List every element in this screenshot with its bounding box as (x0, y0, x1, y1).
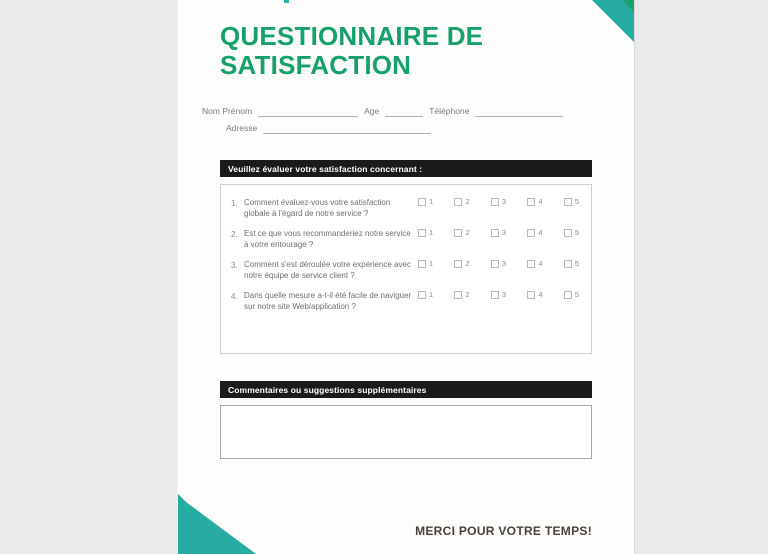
adresse-label: Adresse (226, 123, 258, 133)
rating-option-label: 4 (538, 228, 543, 237)
rating-option-label: 5 (574, 197, 579, 206)
telephone-input[interactable] (475, 105, 563, 117)
rating-option[interactable] (527, 259, 542, 268)
rating-option[interactable] (454, 228, 469, 237)
adresse-input[interactable] (263, 122, 431, 134)
checkbox-icon[interactable] (527, 291, 535, 299)
question-number: 1. (231, 198, 238, 208)
question-rating-options (416, 197, 583, 206)
checkbox-icon[interactable] (454, 229, 462, 237)
checkbox-icon[interactable] (418, 260, 426, 268)
checkbox-icon[interactable] (418, 229, 426, 237)
rating-option-label: 3 (501, 228, 507, 237)
rating-option-label: 3 (501, 259, 507, 268)
question-number: 3. (231, 260, 238, 270)
rating-option-label: 1 (429, 259, 434, 268)
checkbox-icon[interactable] (454, 260, 462, 268)
checkbox-icon[interactable] (564, 198, 572, 206)
question-row (221, 290, 591, 312)
rating-option-label: 5 (574, 290, 579, 299)
identity-fields (202, 100, 612, 134)
question-row (221, 259, 591, 281)
rating-option-label: 2 (465, 228, 470, 237)
questions-panel (220, 184, 592, 354)
question-text: Est ce que vous recommanderiez notre service à votre entourage ? (244, 229, 411, 249)
checkbox-icon[interactable] (527, 260, 535, 268)
checkbox-icon[interactable] (491, 291, 499, 299)
rating-option[interactable] (564, 259, 579, 268)
top-edge-teal-speck-icon (284, 0, 289, 3)
question-number: 2. (231, 229, 238, 239)
rating-option[interactable] (564, 197, 579, 206)
checkbox-icon[interactable] (527, 229, 535, 237)
question-rating-options (416, 290, 583, 299)
page-title-line-2: SATISFACTION (220, 50, 412, 81)
rating-option[interactable] (418, 228, 433, 237)
telephone-label: Téléphone (429, 106, 470, 116)
question-number: 4. (231, 291, 238, 301)
checkbox-icon[interactable] (491, 229, 499, 237)
question-rating-options (416, 228, 583, 237)
checkbox-icon[interactable] (564, 229, 572, 237)
age-input[interactable] (385, 105, 423, 117)
rating-option-label: 5 (574, 259, 579, 268)
rating-option-label: 1 (429, 197, 434, 206)
rating-option[interactable] (454, 259, 469, 268)
question-text: Dans quelle mesure a-t-il été facile de naviguer sur notre site Web/application ? (244, 291, 412, 311)
rating-option-label: 1 (429, 290, 434, 299)
rating-option-label: 2 (465, 259, 470, 268)
question-text: Comment évaluez-vous votre satisfaction globale à l'égard de notre service ? (244, 198, 391, 218)
rating-option[interactable] (527, 197, 542, 206)
page-title (220, 22, 560, 80)
comments-section-heading: Commentaires ou suggestions supplémentaires (220, 381, 592, 398)
question-row (221, 197, 591, 219)
rating-option[interactable] (527, 290, 542, 299)
rating-option-label: 4 (538, 290, 543, 299)
age-label: Age (364, 106, 380, 116)
rating-option[interactable] (418, 259, 433, 268)
rating-option[interactable] (564, 290, 579, 299)
question-row (221, 228, 591, 250)
rating-option[interactable] (418, 290, 433, 299)
rating-option-label: 2 (465, 197, 470, 206)
rating-option[interactable] (491, 259, 506, 268)
checkbox-icon[interactable] (491, 260, 499, 268)
rating-option[interactable] (564, 228, 579, 237)
comments-input[interactable] (220, 405, 592, 459)
question-rating-options (416, 259, 583, 268)
checkbox-icon[interactable] (564, 291, 572, 299)
rating-option-label: 4 (538, 259, 543, 268)
checkbox-icon[interactable] (564, 260, 572, 268)
checkbox-icon[interactable] (454, 198, 462, 206)
questionnaire-page (178, 0, 634, 554)
rating-option[interactable] (491, 290, 506, 299)
question-text: Comment s'est déroulée votre expérience avec notre équipe de service client ? (244, 260, 411, 280)
nom-prenom-label: Nom Prénom (202, 106, 253, 116)
checkbox-icon[interactable] (418, 198, 426, 206)
rating-option-label: 4 (538, 197, 543, 206)
rating-option[interactable] (491, 228, 506, 237)
page-title-line-1: QUESTIONNAIRE DE (220, 21, 484, 51)
nom-prenom-input[interactable] (258, 105, 358, 117)
rating-option-label: 3 (501, 197, 507, 206)
rating-option[interactable] (491, 197, 506, 206)
rating-option-label: 5 (574, 228, 579, 237)
rating-option[interactable] (454, 290, 469, 299)
checkbox-icon[interactable] (527, 198, 535, 206)
rating-option[interactable] (454, 197, 469, 206)
rating-option-label: 2 (465, 290, 470, 299)
identity-row-primary (202, 100, 612, 117)
checkbox-icon[interactable] (491, 198, 499, 206)
identity-row-address (202, 117, 612, 134)
rating-option[interactable] (527, 228, 542, 237)
checkbox-icon[interactable] (418, 291, 426, 299)
rating-option-label: 3 (501, 290, 507, 299)
footer-thanks-message: MERCI POUR VOTRE TEMPS! (415, 524, 592, 538)
top-right-green-triangle-icon (622, 0, 634, 12)
rating-option[interactable] (418, 197, 433, 206)
checkbox-icon[interactable] (454, 291, 462, 299)
evaluate-section-heading: Veuillez évaluer votre satisfaction concernant : (220, 160, 592, 177)
rating-option-label: 1 (429, 228, 434, 237)
